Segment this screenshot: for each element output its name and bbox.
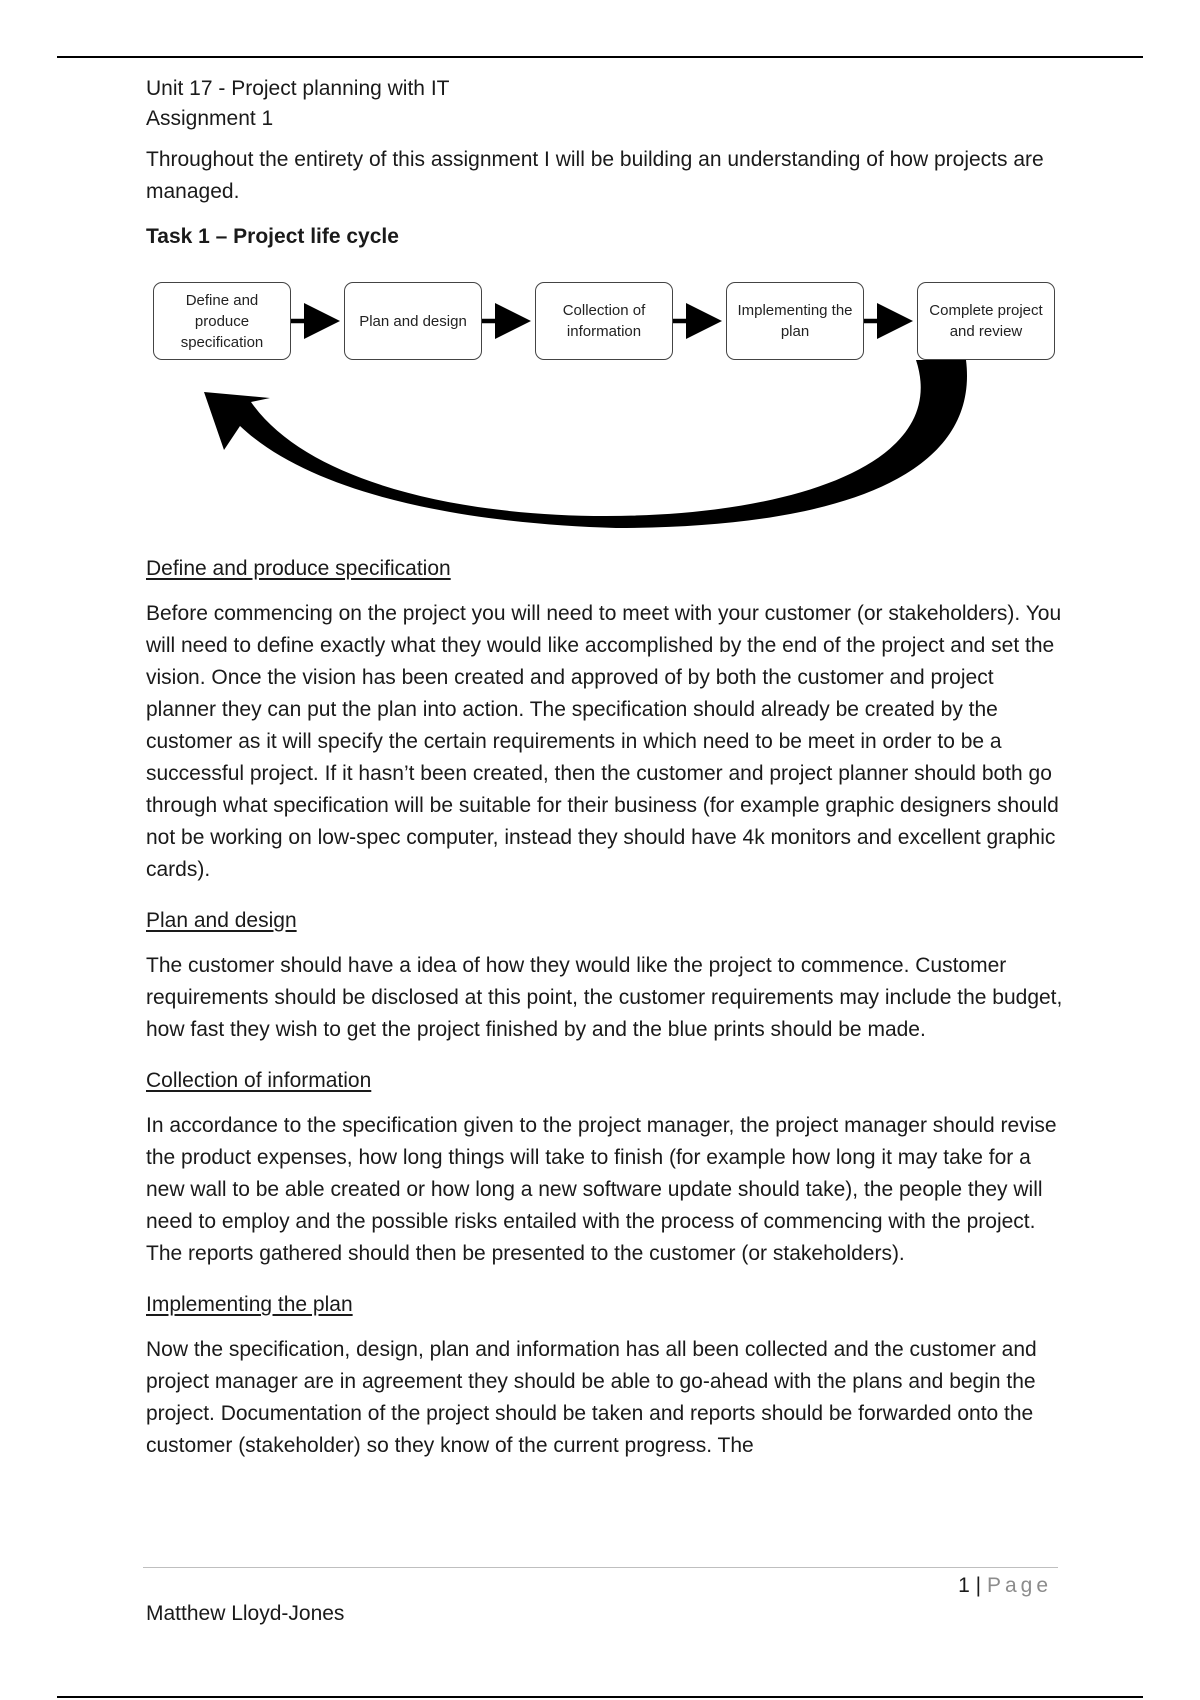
project-life-cycle-diagram: [146, 266, 1066, 536]
paragraph-define-produce-specification: Before commencing on the project you will need to meet with your customer (or stakeholders). You will need to define exactly what they would like accomplished by the end of the project and set the vision. Once the vision has been created and approved of by both the customer and project planner they can put the plan into action. The specification should already be created by the customer as it will specify the certain requirements in which need to be meet in order to be a successful project. If it hasn’t been created, then the customer and project planner should both go through what specification will be suitable for their business (for example graphic designers should not be working on low-spec computer, instead they should have 4k monitors and excellent graphic cards).: [146, 602, 1062, 881]
task-title: Task 1 – Project life cycle: [146, 225, 399, 248]
paragraph-collection-of-information: In accordance to the specification given to the project manager, the project manager should revise the product expenses, how long things will take to finish (for example how long it may take for a new wall to be able created or how long a new software update should take), the people they will need to employ and the possible risks entailed with the process of commencing with the project. The reports gathered should then be presented to the customer (or stakeholders).: [146, 1114, 1057, 1265]
footer-rule: [143, 1567, 1058, 1568]
paragraph-plan-and-design: The customer should have a idea of how they would like the project to commence. Customer requirements should be disclosed at this point, the customer requirements may include the budget, how fast they wish to get the project finished by and the blue prints should be made.: [146, 954, 1063, 1041]
heading-plan-and-design: Plan and design: [146, 909, 297, 932]
document-body: [146, 74, 1066, 1462]
unit-title: Unit 17 - Project planning with IT: [146, 77, 450, 100]
top-rule: [57, 56, 1143, 58]
page-label: Page: [986, 1574, 1052, 1597]
heading-collection-of-information: Collection of information: [146, 1069, 372, 1092]
page-number-value: 1: [958, 1574, 970, 1597]
intro-paragraph: Throughout the entirety of this assignment I will be building an understanding of how projects are managed.: [146, 148, 1044, 203]
page-number: [958, 1571, 1052, 1601]
step-complete-project-and-review: Complete project and review: [917, 282, 1055, 360]
heading-implementing-the-plan: Implementing the plan: [146, 1293, 353, 1316]
step-collection-of-information: Collection of information: [535, 282, 673, 360]
step-plan-and-design: Plan and design: [344, 282, 482, 360]
assignment-title: Assignment 1: [146, 107, 274, 130]
bottom-rule: [57, 1696, 1143, 1698]
heading-define-produce-specification: Define and produce specification: [146, 557, 451, 580]
feedback-loop-arrow: [204, 360, 967, 528]
step-define-produce-specification: Define and produce specification: [153, 282, 291, 360]
paragraph-implementing-the-plan: Now the specification, design, plan and information has all been collected and the customer and project manager are in agreement they should be able to go-ahead with the plans and begin the project. Documentation of the project should be taken and reports should be forwarded onto the customer (stakeholder) so they know of the current progress. The: [146, 1338, 1037, 1457]
footer-author: Matthew Lloyd-Jones: [146, 1602, 345, 1625]
step-implementing-the-plan: Implementing the plan: [726, 282, 864, 360]
page-separator: |: [969, 1574, 987, 1597]
